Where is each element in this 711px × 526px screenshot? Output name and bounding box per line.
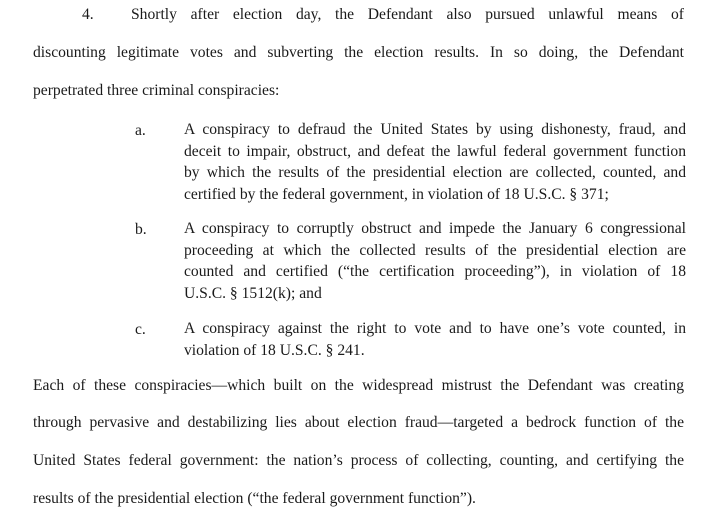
- item-c-text: [184, 318, 686, 361]
- item-a-line-3: by which the results of the presidential election are collected, counted, and: [184, 164, 686, 181]
- item-b-line-2: proceeding at which the collected results of the presidential election are: [184, 241, 686, 259]
- item-c-letter: c.: [135, 321, 146, 338]
- item-a-text: [184, 119, 686, 205]
- closing-line-3: United States federal government: the nation’s process of collecting, counting, and certifying the: [33, 452, 684, 469]
- closing-line-2: through pervasive and destabilizing lies about election fraud—targeted a bedrock function of the: [33, 414, 684, 431]
- paragraph-line-3: perpetrated three criminal conspiracies:: [33, 82, 280, 99]
- item-b-line-1: A conspiracy to corruptly obstruct and impede the January 6 congressional: [184, 220, 686, 237]
- paragraph-line-2: discounting legitimate votes and subverting the election results. In so doing, the Defendant: [33, 44, 684, 61]
- item-a-line-4: certified by the federal government, in violation of 18 U.S.C. § 371;: [184, 185, 609, 203]
- closing-line-1: Each of these conspiracies—which built on the widespread mistrust the Defendant was creating: [33, 377, 684, 394]
- item-a-letter: a.: [135, 122, 146, 139]
- item-c-line-1: A conspiracy against the right to vote and to have one’s vote counted, in: [184, 320, 686, 337]
- item-b-text: [184, 218, 686, 304]
- paragraph-number: 4.: [82, 6, 94, 23]
- item-b-letter: b.: [135, 221, 147, 238]
- item-a-line-1: A conspiracy to defraud the United States by using dishonesty, fraud, and: [184, 121, 686, 138]
- item-b-line-3: counted and certified (“the certification proceeding”), in violation of 18: [184, 263, 686, 280]
- closing-line-4: results of the presidential election (“the federal government function”).: [33, 490, 476, 507]
- item-c-line-2: violation of 18 U.S.C. § 241.: [184, 341, 365, 359]
- paragraph-line-1: Shortly after election day, the Defendant also pursued unlawful means of: [131, 6, 684, 23]
- item-a-line-2: deceit to impair, obstruct, and defeat the lawful federal government function: [184, 142, 686, 160]
- item-b-line-4: U.S.C. § 1512(k); and: [184, 284, 322, 302]
